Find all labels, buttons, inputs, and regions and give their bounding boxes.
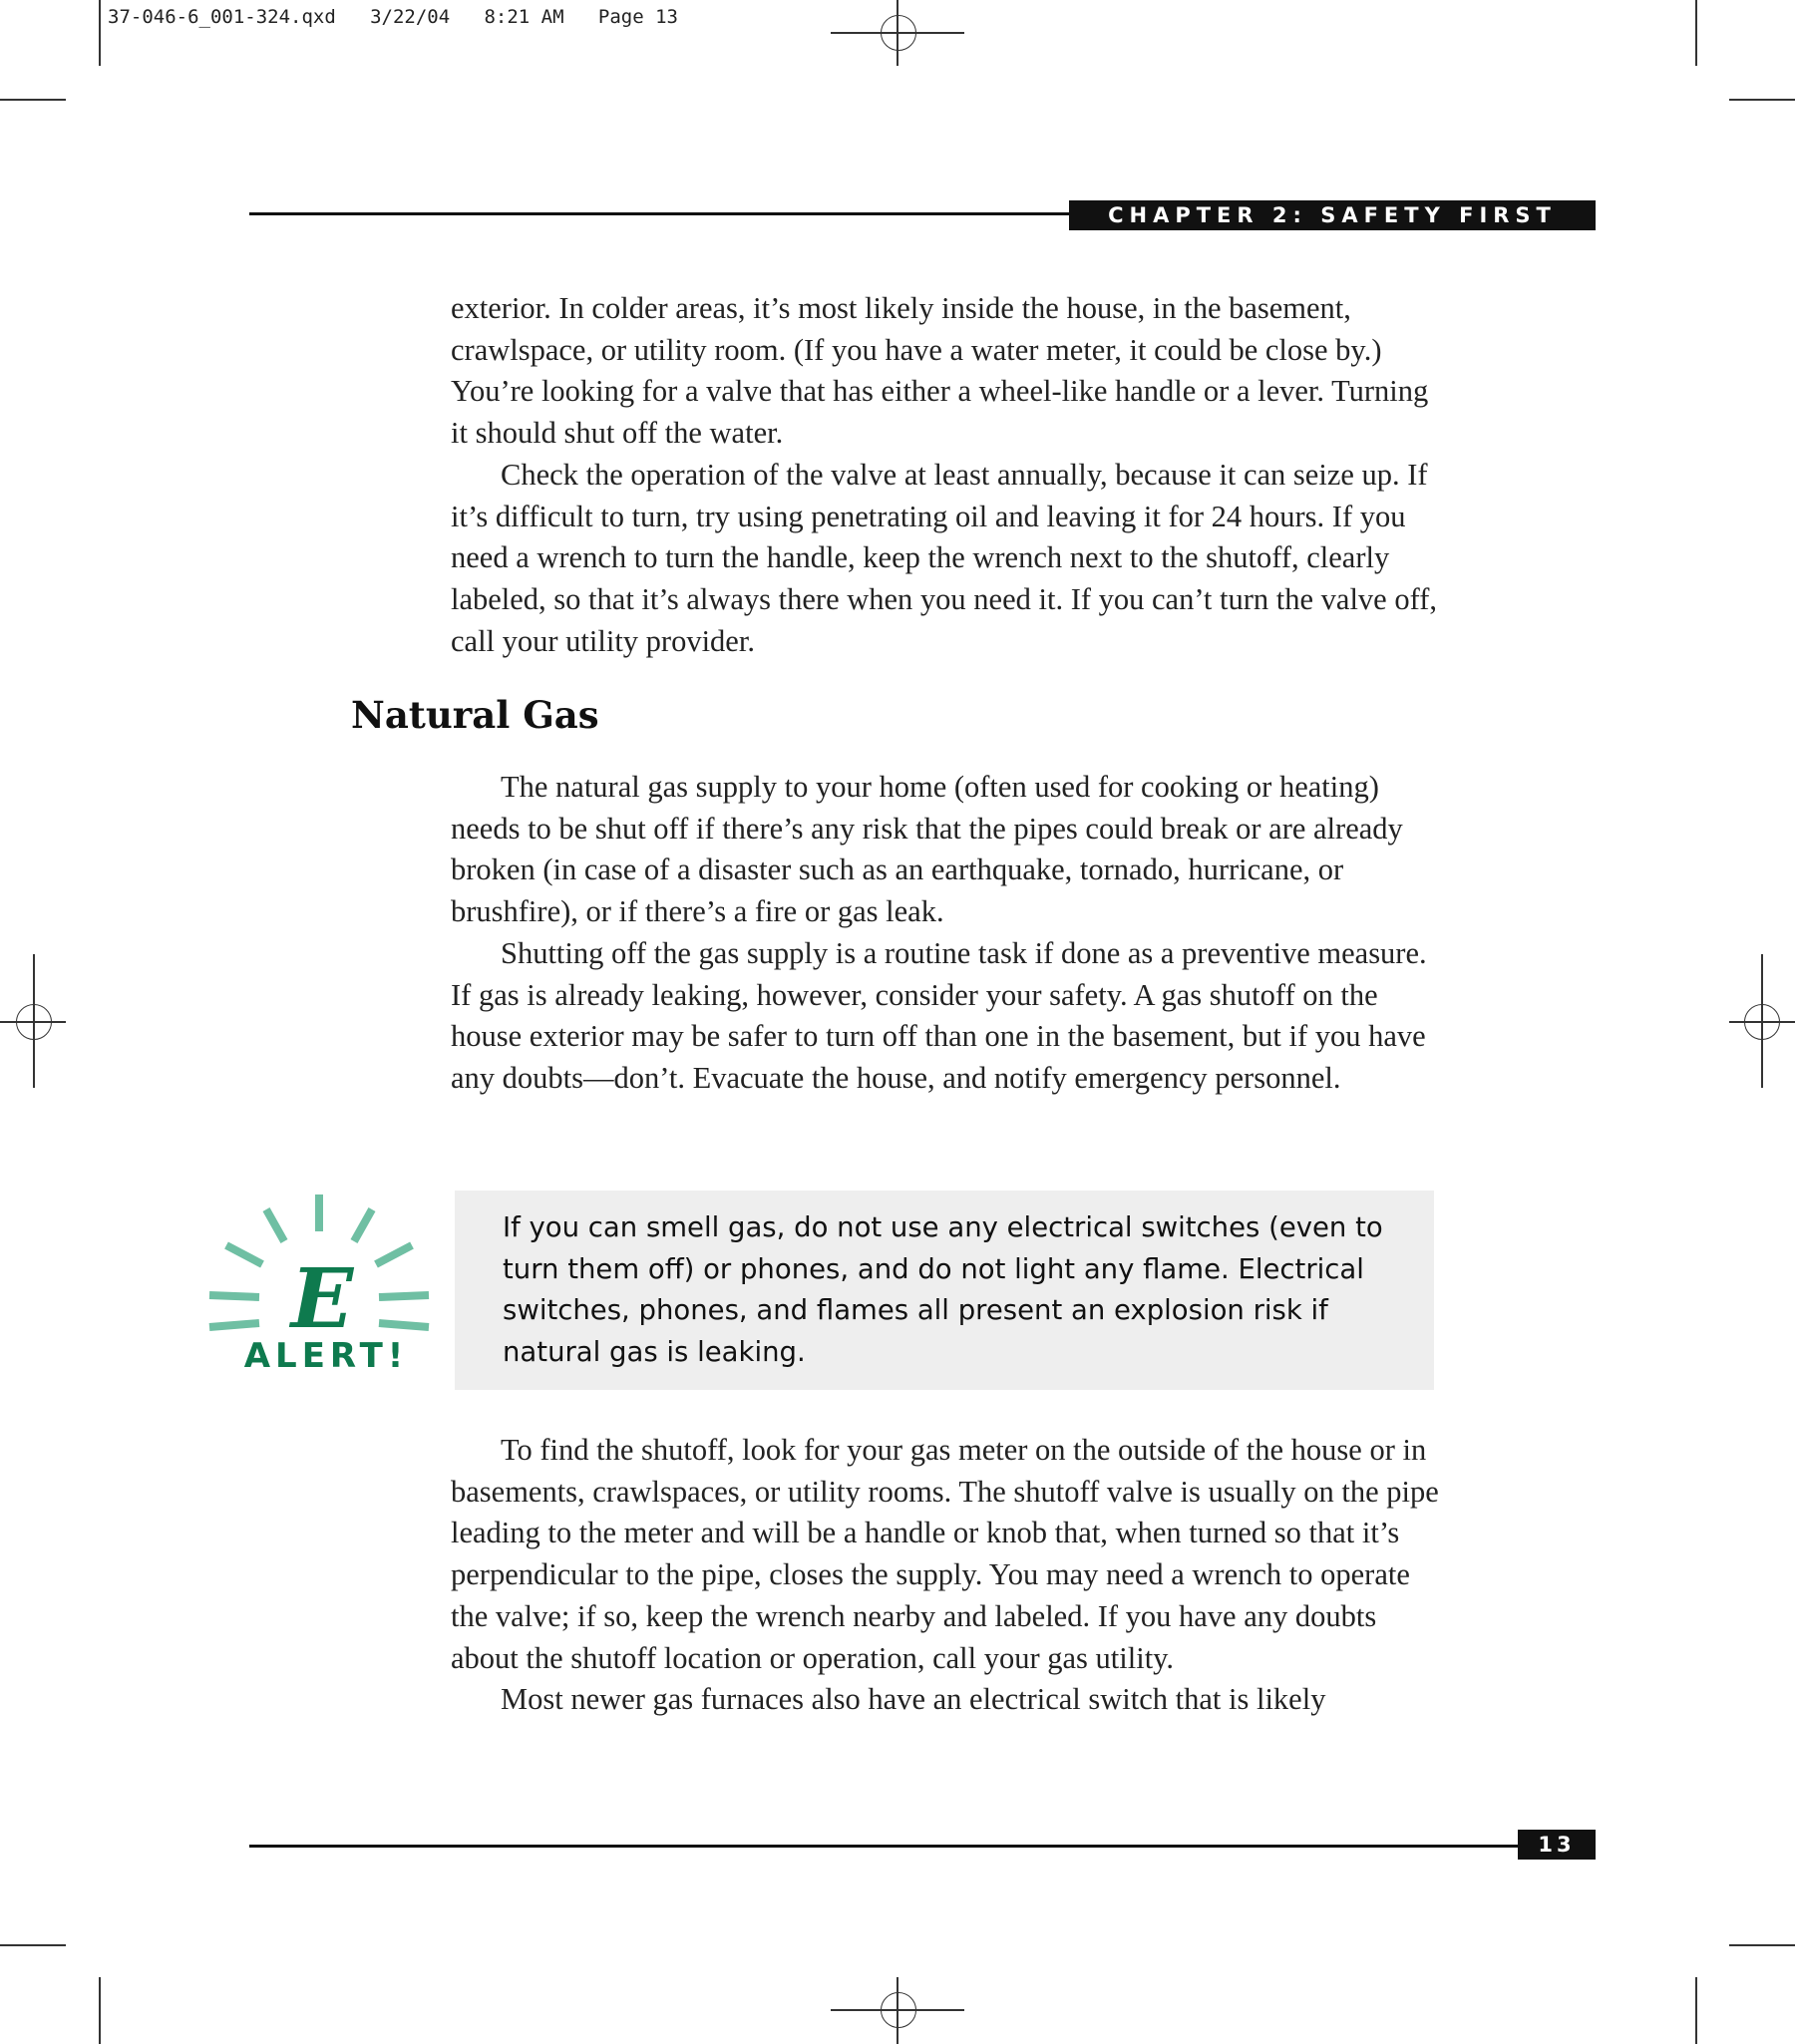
alert-burst-icon — [204, 1190, 434, 1379]
intro-text — [451, 288, 1444, 662]
alert-text: If you can smell gas, do not use any electrical switches (even to turn them off) or phones, and do not light any flame. Electrical switches, phones, and flames all present an explosion risk if natural gas is leaking. — [503, 1211, 1383, 1369]
gas-text — [451, 767, 1444, 1100]
header-rule — [249, 212, 1077, 215]
footer-rule — [249, 1845, 1521, 1848]
alert-icon-letter: E — [290, 1251, 354, 1347]
alert-callout — [455, 1191, 1434, 1390]
closing-text — [451, 1430, 1444, 1721]
chapter-header: CHAPTER 2: SAFETY FIRST — [1069, 200, 1596, 230]
page-number: 13 — [1518, 1830, 1596, 1860]
paragraph: exterior. In colder areas, it’s most likely inside the house, in the basement, crawlspace, or utility room. (If you have a water meter, it could be close by.) You’re looking for a valve that has either a wheel-like handle or a lever. Turning it should shut off the water. — [451, 291, 1429, 451]
section-heading: Natural Gas — [351, 693, 599, 737]
paragraph: Check the operation of the valve at least annually, because it can seize up. If it’s difficult to turn, try using penetrating oil and leaving it for 24 hours. If you need a wrench to turn the handle, keep the wrench next to the shutoff, clearly labeled, so that it’s always there when you need it. If you can’t turn the valve off, call your utility provider. — [451, 457, 1437, 658]
printer-slug: 37-046-6_001-324.qxd 3/22/04 8:21 AM Page 13 — [108, 6, 678, 28]
paragraph: Most newer gas furnaces also have an electrical switch that is likely — [501, 1682, 1326, 1717]
paragraph: To find the shutoff, look for your gas meter on the outside of the house or in basements, crawlspaces, or utility rooms. The shutoff valve is usually on the pipe leading to the meter and will be a handle or knob that, when turned so that it’s perpendicular to the pipe, closes the supply. You may need a wrench to operate the valve; if so, keep the wrench nearby and labeled. If you have any doubts about the shutoff location or operation, call your gas utility. — [451, 1433, 1439, 1675]
paragraph: Shutting off the gas supply is a routine task if done as a preventive measure. If gas is already leaking, however, consider your safety. A gas shutoff on the house exterior may be safer to turn off than one in the basement, but if you have any doubts—don’t. Evacuate the house, and notify emergency personnel. — [451, 935, 1427, 1095]
paragraph: The natural gas supply to your home (often used for cooking or heating) needs to be shut off if there’s any risk that the pipes could break or are already broken (in case of a disaster such as an earthquake, tornado, hurricane, or brushfire), or if there’s a fire or gas leak. — [451, 770, 1403, 929]
alert-icon-label: ALERT! — [243, 1336, 409, 1376]
